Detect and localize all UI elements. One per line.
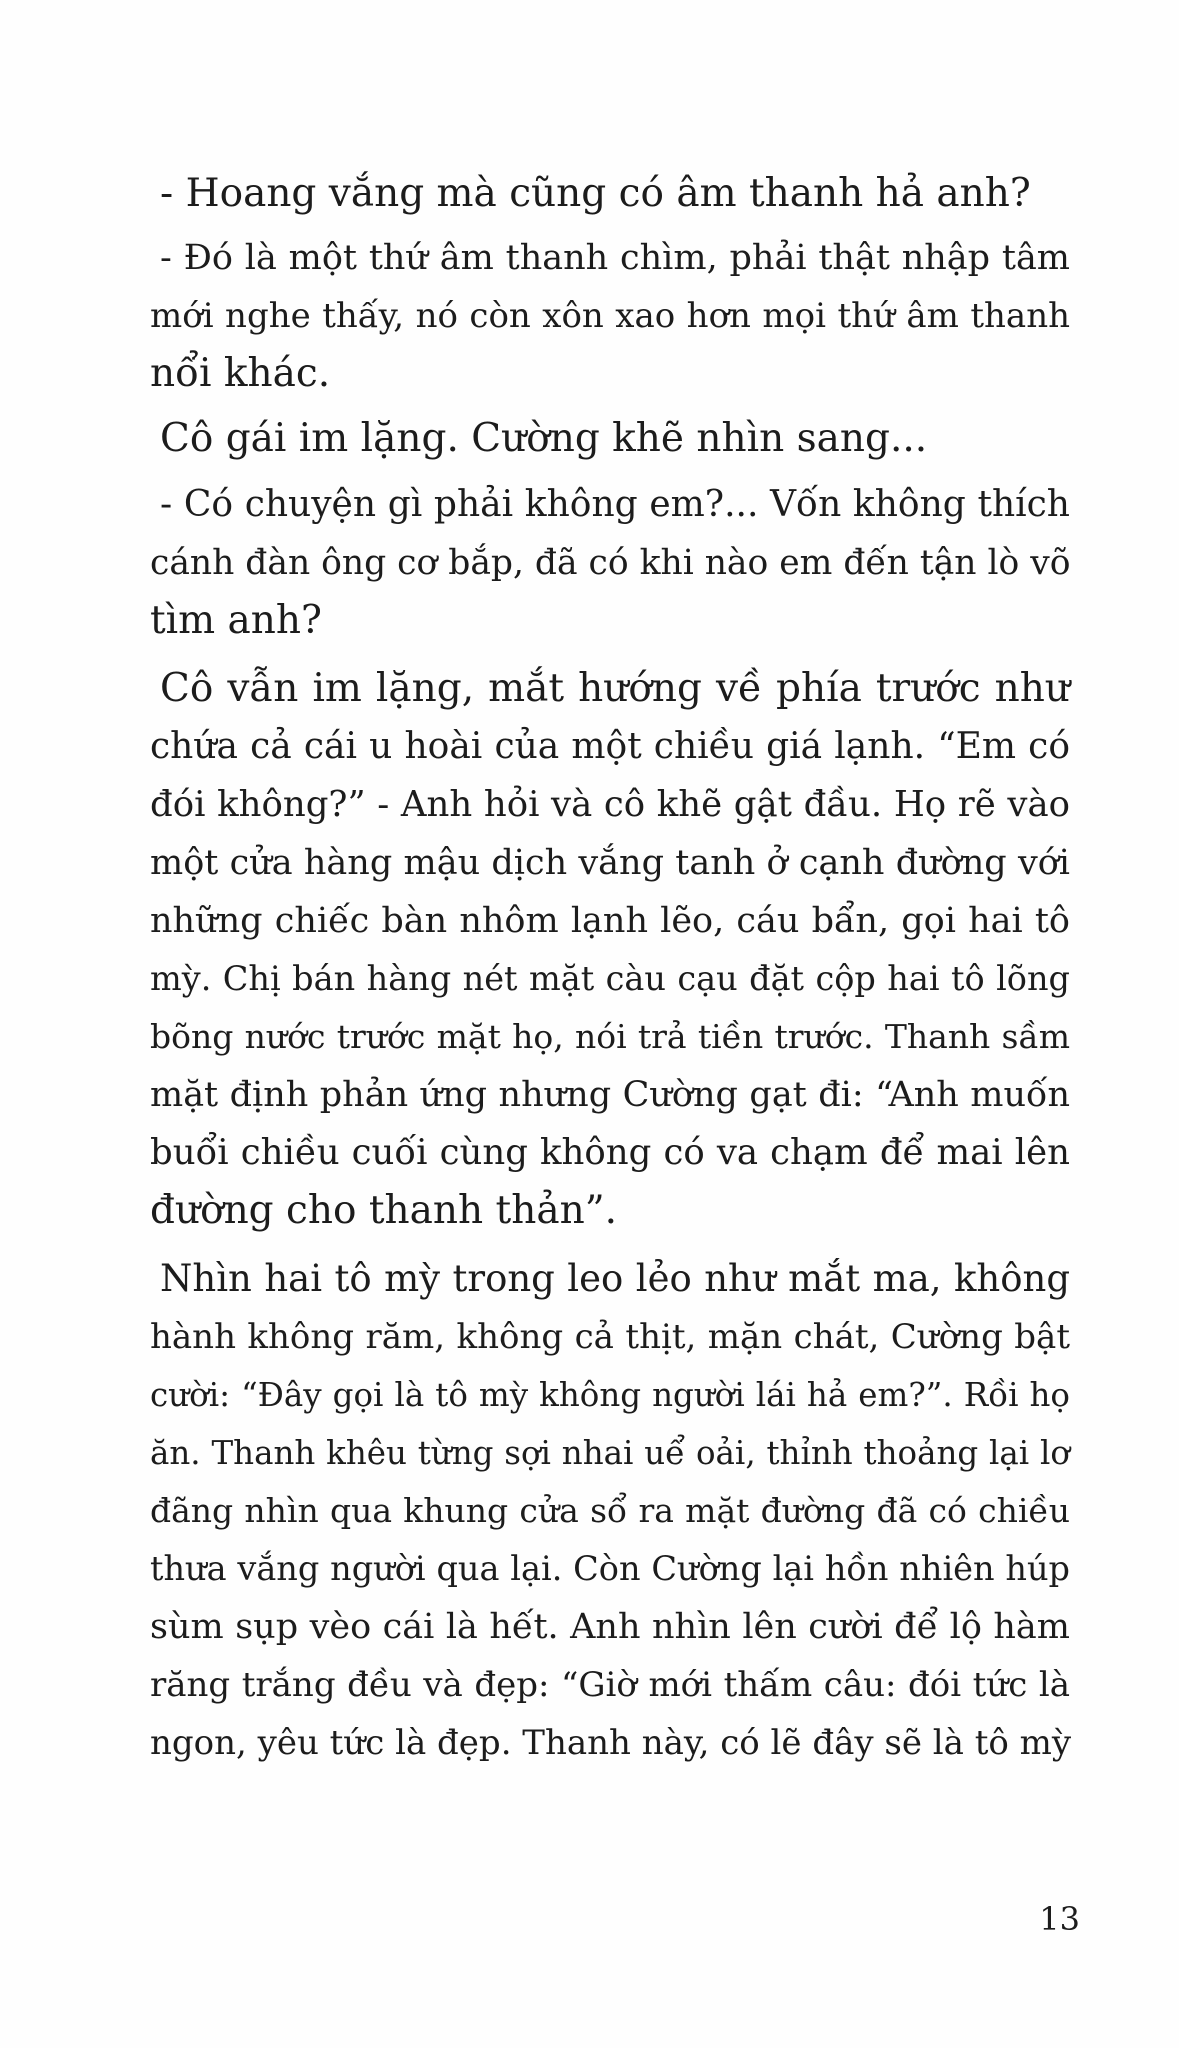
text-line: Cô vẫn im lặng, mắt hướng về phía trước như	[160, 666, 1070, 711]
text-line: nổi khác.	[150, 351, 331, 396]
text-line: - Hoang vắng mà cũng có âm thanh hả anh?	[160, 171, 1031, 216]
text-line: cười: “Đây gọi là tô mỳ không người lái hả em?”. Rồi họ	[150, 1376, 1070, 1414]
text-line: Cô gái im lặng. Cường khẽ nhìn sang...	[160, 416, 928, 461]
text-line: ăn. Thanh khêu từng sợi nhai uể oải, thỉnh thoảng lại lơ	[150, 1434, 1070, 1472]
text-line: - Có chuyện gì phải không em?... Vốn không thích	[160, 484, 1070, 525]
text-line: Nhìn hai tô mỳ trong leo lẻo như mắt ma, không	[160, 1257, 1070, 1300]
text-line: những chiếc bàn nhôm lạnh lẽo, cáu bẩn, gọi hai tô	[150, 901, 1070, 941]
text-line: đói không?” - Anh hỏi và cô khẽ gật đầu. Họ rẽ vào	[150, 784, 1070, 825]
text-line: mặt định phản ứng nhưng Cường gạt đi: “Anh muốn	[150, 1075, 1070, 1115]
text-line: tìm anh?	[150, 598, 322, 643]
text-line: thưa vắng người qua lại. Còn Cường lại hồn nhiên húp	[150, 1549, 1070, 1588]
text-line: răng trắng đều và đẹp: “Giờ mới thấm câu: đói tức là	[150, 1665, 1070, 1705]
text-line: sùm sụp vèo cái là hết. Anh nhìn lên cười để lộ hàm	[150, 1607, 1070, 1647]
text-line: đãng nhìn qua khung cửa sổ ra mặt đường đã có chiều	[150, 1491, 1070, 1530]
text-line: bõng nước trước mặt họ, nói trả tiền trước. Thanh sầm	[150, 1017, 1070, 1056]
text-line: hành không răm, không cả thịt, mặn chát, Cường bật	[150, 1317, 1070, 1357]
text-line: cánh đàn ông cơ bắp, đã có khi nào em đến tận lò võ	[150, 543, 1071, 583]
text-line: mỳ. Chị bán hàng nét mặt càu cạu đặt cộp hai tô lõng	[150, 959, 1070, 998]
text-line: - Đó là một thứ âm thanh chìm, phải thật nhập tâm	[160, 238, 1070, 278]
text-line: mới nghe thấy, nó còn xôn xao hơn mọi thứ âm thanh	[150, 296, 1070, 336]
text-line: đường cho thanh thản”.	[150, 1188, 618, 1233]
text-line: chứa cả cái u hoài của một chiều giá lạnh. “Em có	[150, 726, 1070, 767]
page-number: 13	[1039, 1900, 1080, 1938]
text-line: buổi chiều cuối cùng không có va chạm để mai lên	[150, 1132, 1070, 1173]
text-line: một cửa hàng mậu dịch vắng tanh ở cạnh đường với	[150, 843, 1070, 883]
text-line: ngon, yêu tức là đẹp. Thanh này, có lẽ đây sẽ là tô mỳ	[150, 1723, 1072, 1763]
